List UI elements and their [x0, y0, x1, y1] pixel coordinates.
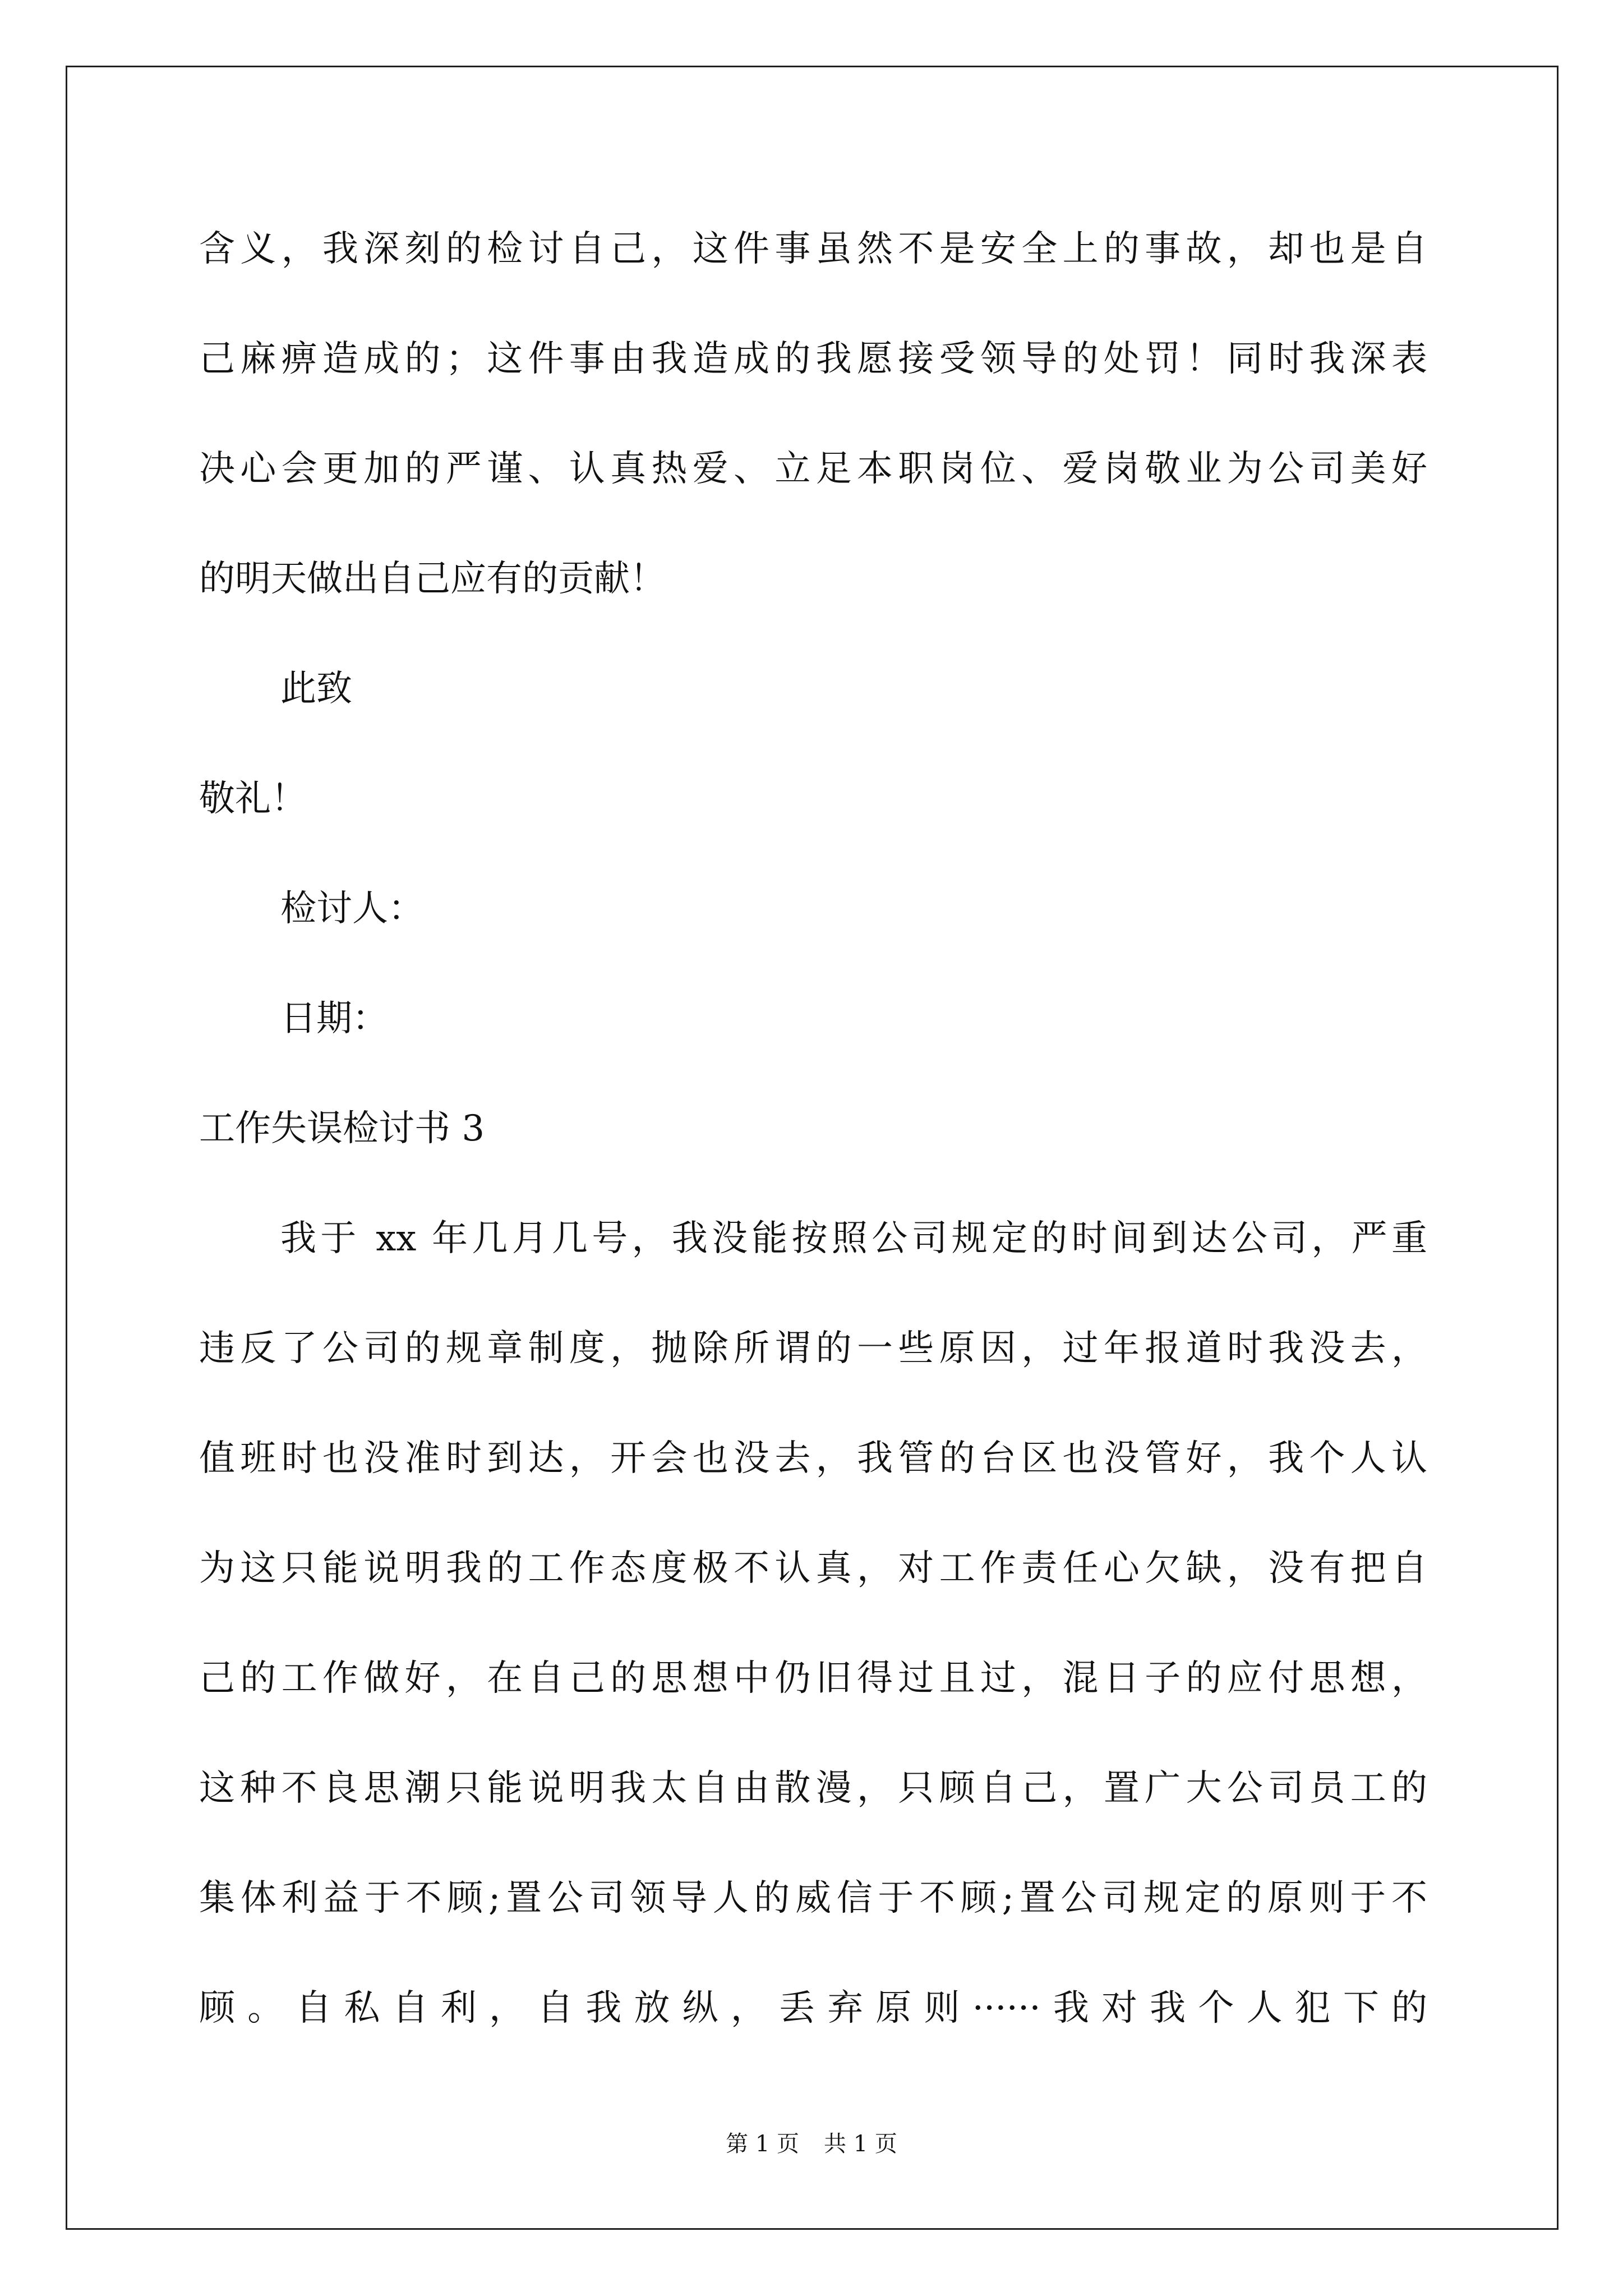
paragraph-line: 含义，我深刻的检讨自己，这件事虽然不是安全上的事故，却也是自 — [199, 228, 1427, 270]
paragraph-line: 为这只能说明我的工作态度极不认真，对工作责任心欠缺，没有把自 — [199, 1548, 1427, 1589]
closing: 敬礼！ — [199, 778, 307, 820]
paragraph-line: 这种不良思潮只能说明我太自由散漫，只顾自己，置广大公司员工的 — [199, 1768, 1427, 1809]
paragraph-line: 己的工作做好，在自己的思想中仍旧得过且过，混日子的应付思想， — [199, 1658, 1427, 1699]
paragraph-line: 己麻痹造成的；这件事由我造成的我愿接受领导的处罚！同时我深表 — [199, 338, 1427, 380]
page-footer — [0, 2127, 1623, 2161]
page-total: 共 1 页 — [824, 2131, 897, 2157]
paragraph-line: 顾。自私自利，自我放纵，丢弃原则······我对我个人犯下的 — [199, 1987, 1427, 2029]
paragraph-line: 决心会更加的严谨、认真热爱、立足本职岗位、爱岗敬业为公司美好 — [199, 448, 1427, 490]
page-number: 第 1 页 — [726, 2131, 799, 2157]
date-label: 日期： — [280, 998, 388, 1039]
salutation: 此致 — [280, 668, 352, 710]
signature-label: 检讨人： — [280, 888, 424, 930]
paragraph-line: 违反了公司的规章制度，抛除所谓的一些原因，过年报道时我没去， — [199, 1328, 1427, 1369]
paragraph-line: 集体利益于不顾;置公司领导人的威信于不顾;置公司规定的原则于不 — [199, 1878, 1427, 1919]
paragraph-line: 我于 xx 年几月几号，我没能按照公司规定的时间到达公司，严重 — [280, 1218, 1427, 1259]
section-title: 工作失误检讨书 3 — [199, 1108, 485, 1149]
paragraph-line: 的明天做出自己应有的贡献！ — [199, 558, 666, 600]
paragraph-line: 值班时也没准时到达，开会也没去，我管的台区也没管好，我个人认 — [199, 1438, 1427, 1479]
